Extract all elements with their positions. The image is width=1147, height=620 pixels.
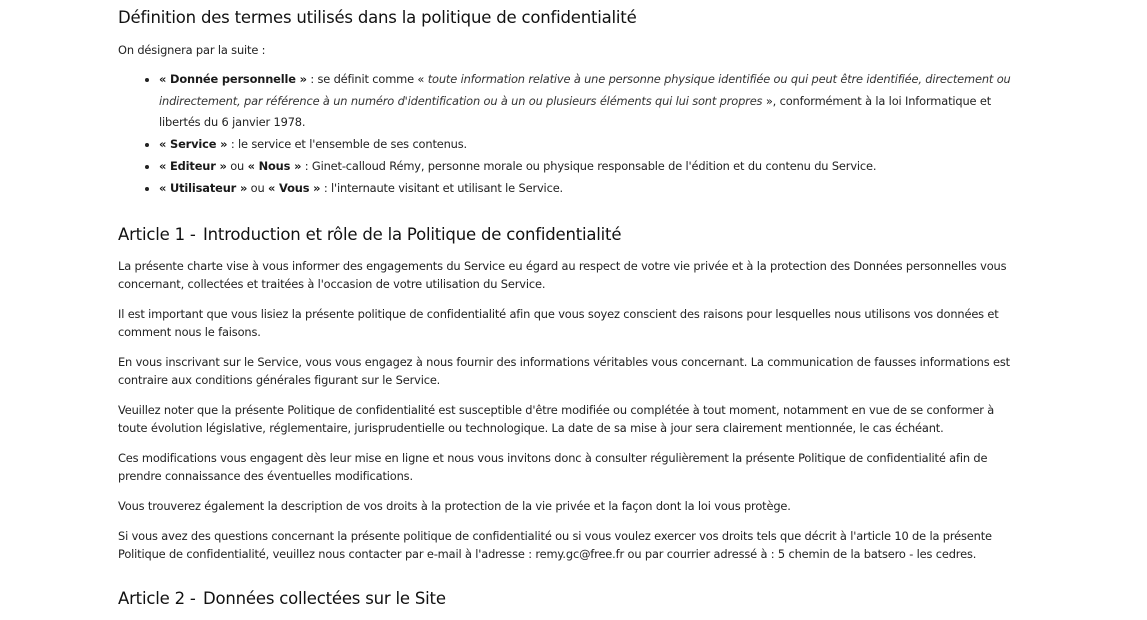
definitions-heading: Définition des termes utilisés dans la politique de confidentialité	[118, 8, 637, 27]
definition-connector: ou	[247, 180, 269, 195]
article-1-paragraph: Il est important que vous lisiez la présente politique de confidentialité afin que vous soyez conscient des raisons pour lesquelles nous utilisons vos données et comment nous le faisons.	[118, 307, 999, 340]
definitions-intro: On désignera par la suite :	[118, 43, 266, 57]
definition-connector: ou	[226, 158, 248, 173]
definition-text: », conformément à la loi Informatique et libertés du 6 janvier 1978.	[159, 93, 992, 130]
article-2-number: Article 2 -	[118, 589, 196, 609]
article-1-heading	[118, 225, 1018, 244]
article-1-paragraph: Ces modifications vous engagent dès leur mise en ligne et nous vous invitons donc à consulter régulièrement la présente Politique de confidentialité afin de prendre connaissance des éventuelles modifications.	[118, 451, 988, 484]
definition-text: : Ginet-calloud Rémy, personne morale ou physique responsable de l'édition et du contenu du Service.	[301, 158, 877, 173]
article-2-title: Données collectées sur le Site	[203, 589, 446, 609]
definition-item-utilisateur	[159, 178, 1018, 200]
definition-text: : l'internaute visitant et utilisant le Service.	[320, 180, 564, 195]
term-utilisateur: « Utilisateur »	[159, 180, 248, 195]
term-donnee-personnelle: « Donnée personnelle »	[159, 72, 307, 86]
definition-quote: toute information relative à une personne physique identifiée ou qui peut être identifiée, directement ou indirectement, par référence à un numéro d'identification ou à un ou plusieurs éléments qui lui sont propres	[159, 72, 1011, 108]
term-editeur: « Editeur »	[159, 158, 227, 173]
term-nous: « Nous »	[247, 158, 302, 173]
definition-item-donnee-personnelle	[159, 69, 1018, 134]
article-1-title: Introduction et rôle de la Politique de confidentialité	[203, 225, 622, 245]
article-1-paragraph: Veuillez noter que la présente Politique de confidentialité est susceptible d'être modifiée ou complétée à tout moment, notamment en vue de se conformer à toute évolution législative, réglementaire, jurisprudentielle ou technologique. La date de sa mise à jour sera clairement mentionnée, le cas échéant.	[118, 403, 995, 436]
article-1-paragraph: Si vous avez des questions concernant la présente politique de confidentialité ou si vous voulez exercer vos droits tels que décrit à l'article 10 de la présente Politique de confidentialité, veuillez nous contacter par e-mail à l'adresse : remy.gc@free.fr ou par courrier adressé à : 5 chemin de la batsero - les cedres.	[118, 529, 992, 562]
definition-item-editeur	[159, 156, 1018, 178]
article-1-number: Article 1 -	[118, 225, 196, 245]
term-vous: « Vous »	[268, 180, 321, 195]
article-2-heading	[118, 589, 1018, 608]
term-service: « Service »	[159, 137, 228, 152]
definitions-list	[118, 69, 1018, 199]
article-1-paragraph: En vous inscrivant sur le Service, vous vous engagez à nous fournir des informations véritables vous concernant. La communication de fausses informations est contraire aux conditions générales figurant sur le Service.	[118, 355, 1010, 388]
definition-text: : le service et l'ensemble de ses contenus.	[227, 137, 468, 152]
document-content	[118, 8, 1018, 608]
article-1-paragraph: Vous trouverez également la description de vos droits à la protection de la vie privée et la façon dont la loi vous protège.	[118, 499, 791, 514]
definition-item-service	[159, 134, 1018, 156]
article-1-paragraph: La présente charte vise à vous informer des engagements du Service eu égard au respect de votre vie privée et à la protection des Données personnelles vous concernant, collectées et traitées à l'occasion de votre utilisation du Service.	[118, 259, 1007, 292]
definition-text: : se définit comme «	[306, 72, 428, 86]
